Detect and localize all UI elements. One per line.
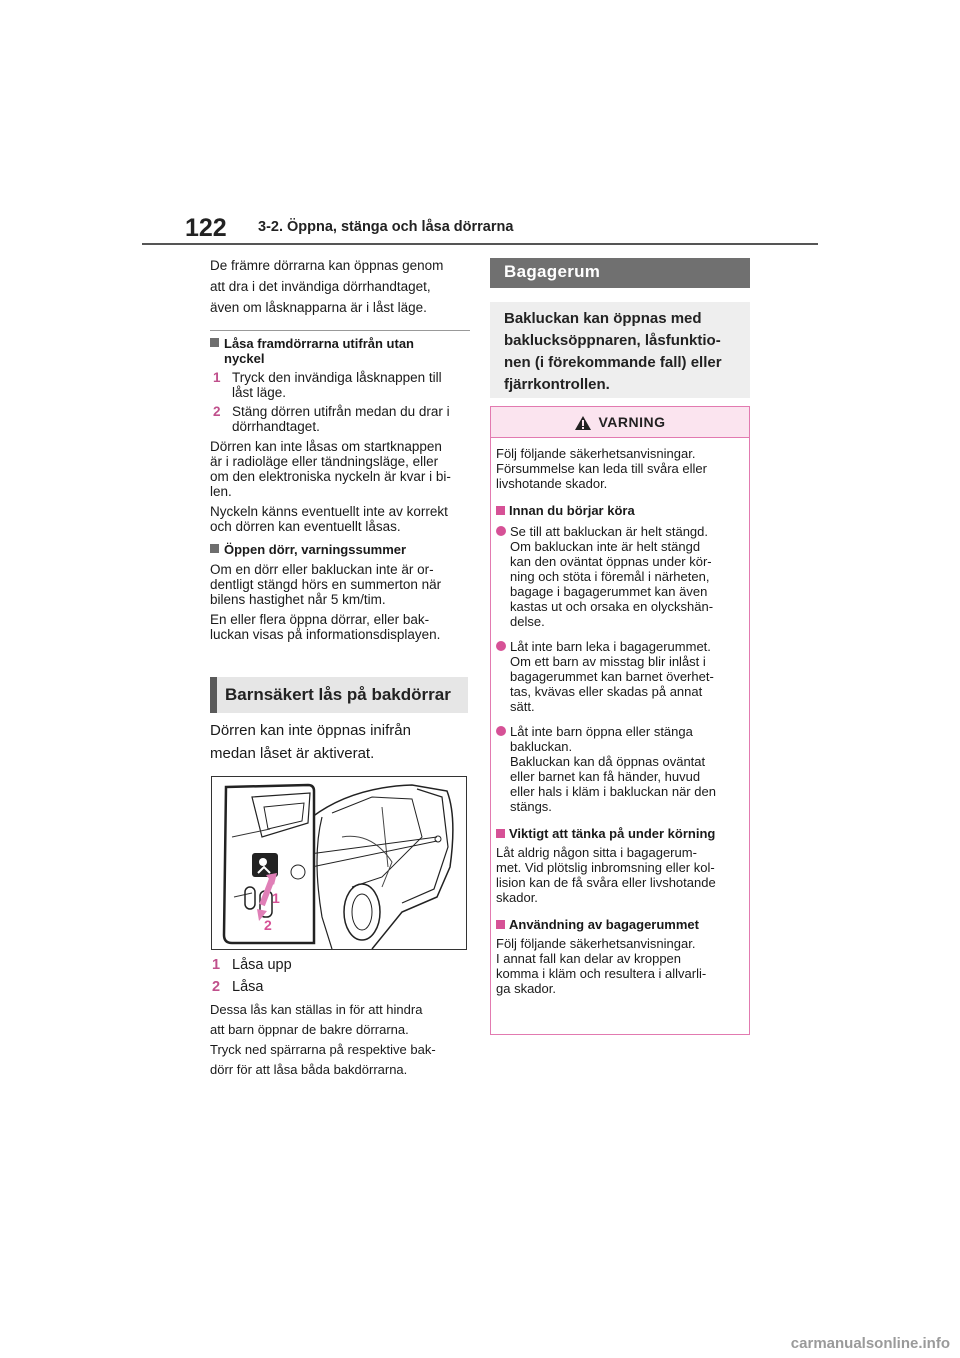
square-bullet-icon [496, 920, 505, 929]
square-bullet-icon [496, 829, 505, 838]
bagagerum-info-box: Bakluckan kan öppnas med baklucksöppnaren, låsfunktio- nen (i förekommande fall) eller fjärrkontrollen. [490, 302, 750, 398]
warning-bullet: Låt inte barn leka i bagagerummet. Om ett barn av misstag blir inlåst i bagagerummet kan barnet överhet- tas, kvävas eller skadas på annat sätt. [496, 639, 744, 714]
warning-triangle-icon [574, 415, 592, 431]
square-bullet-icon [210, 338, 219, 347]
section-title: 3-2. Öppna, stänga och låsa dörrarna [258, 219, 514, 235]
child-lock-description: Dörren kan inte öppnas inifrån medan låset är aktiverat. [210, 722, 411, 762]
car-door-drawing [212, 777, 466, 949]
bullet-dot-icon [496, 641, 506, 651]
legend-item-lock: 2 Låsa [212, 979, 264, 995]
open-door-heading: Öppen dörr, varningssummer [210, 542, 470, 557]
warning-subheading-usage: Användning av bagagerummet [496, 917, 744, 932]
bullet-dot-icon [496, 726, 506, 736]
legend-item-unlock: 1 Låsa upp [212, 957, 292, 973]
warning-subheading-before-driving: Innan du börjar köra [496, 503, 744, 518]
warning-usage-paragraph: Följ följande säkerhetsanvisningar. I annat fall kan delar av kroppen komma i kläm och resultera i allvarli- ga skador. [496, 936, 707, 996]
open-door-note-2: En eller flera öppna dörrar, eller bak- luckan visas på informationsdisplayen. [210, 612, 441, 642]
header-divider [142, 243, 818, 245]
warning-driving-paragraph: Låt aldrig någon sitta i bagagerum- met. Vid plötslig inbromsning eller kol- lision kan de få svåra eller livshotande skador. [496, 845, 716, 905]
lock-front-heading: Låsa framdörrarna utifrån utan nyckel [210, 336, 470, 366]
lock-front-section [210, 336, 470, 642]
child-lock-note: Dessa lås kan ställas in för att hindra att barn öppnar de bakre dörrarna. Tryck ned spärrarna på respektive bak- dörr för att låsa båda bakdörrarna. [210, 1002, 436, 1077]
warning-bullet: Låt inte barn öppna eller stänga bakluckan. Bakluckan kan då öppnas oväntat eller barnet kan få händer, huvud eller hals i kläm i bakluckan när den stängs. [496, 724, 744, 814]
bagagerum-title: Bagagerum [490, 258, 750, 288]
warning-title: VARNING [598, 414, 666, 430]
child-lock-legend [210, 954, 470, 998]
warning-bullet: Se till att bakluckan är helt stängd. Om bakluckan inte är helt stängd kan den oväntat öppnas under kör- ning och stöta i föremål i närheten, bagage i bagagerummet kan även kastas ut och orsaka en olyckshän- delse. [496, 524, 744, 629]
intro-paragraph [210, 255, 470, 318]
lock-front-note-2: Nyckeln känns eventuellt inte av korrekt och dörren kan eventuellt låsas. [210, 504, 448, 534]
diagram-label-2: 2 [264, 917, 272, 933]
step-1: 1 Tryck den invändiga låsknappen till låst läge. [213, 370, 442, 400]
diagram-label-1: 1 [272, 890, 280, 906]
child-lock-title: Barnsäkert lås på bakdörrar [210, 677, 468, 713]
intro-line: att dra i det invändiga dörrhandtaget, [210, 279, 431, 294]
open-door-note-1: Om en dörr eller bakluckan inte är or- dentligt stängd hörs en summerton när bilens hastighet når 5 km/tim. [210, 562, 442, 607]
lock-front-note-1: Dörren kan inte låsas om startknappen är i radioläge eller tändningsläge, eller om den elektroniska nyckeln är kvar i bi- len. [210, 439, 451, 499]
square-bullet-icon [496, 506, 505, 515]
child-lock-illustration [211, 776, 467, 950]
subsection-divider [210, 330, 470, 331]
warning-header [491, 407, 749, 438]
page-number: 122 [185, 214, 227, 242]
bullet-dot-icon [496, 526, 506, 536]
step-2: 2 Stäng dörren utifrån medan du drar i dörrhandtaget. [213, 404, 450, 434]
intro-line: även om låsknapparna är i låst läge. [210, 300, 427, 315]
warning-box [490, 406, 750, 1035]
square-bullet-icon [210, 544, 219, 553]
warning-subheading-during-driving: Viktigt att tänka på under körning [496, 826, 744, 841]
warning-intro: Följ följande säkerhetsanvisningar. Försummelse kan leda till svåra eller livshotande skador. [496, 446, 707, 491]
intro-line: De främre dörrarna kan öppnas genom [210, 258, 444, 273]
watermark: carmanualsonline.info [790, 1335, 950, 1352]
